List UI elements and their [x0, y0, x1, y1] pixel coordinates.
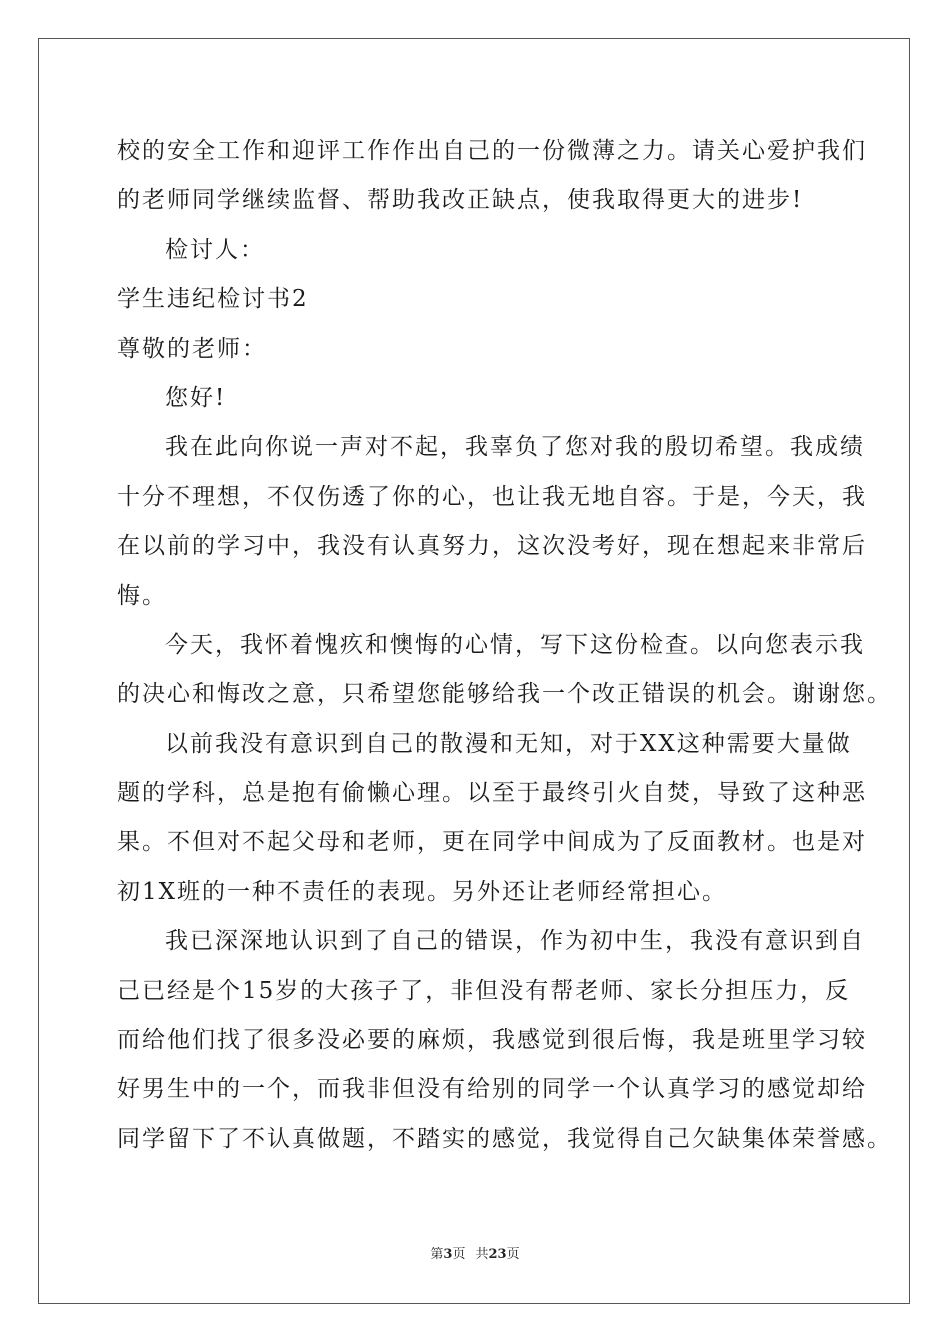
- total-suffix: 页: [506, 1247, 520, 1262]
- text-line: 初1X班的一种不责任的表现。另外还让老师经常担心。: [117, 878, 728, 905]
- text-line: 十分不理想，不仅伤透了你的心，也让我无地自容。于是，今天，我: [117, 483, 867, 510]
- section-title: 学生违纪检讨书2: [117, 286, 309, 313]
- text-line: 果。不但对不起父母和老师，更在同学中间成为了反面教材。也是对: [117, 829, 867, 856]
- text-line: 今天，我怀着愧疚和懊悔的心情，写下这份检查。以向您表示我: [165, 631, 865, 658]
- signature-label: 检讨人：: [165, 236, 265, 263]
- page-footer: [0, 1245, 950, 1265]
- text-line: 在以前的学习中，我没有认真努力，这次没考好，现在想起来非常后: [117, 533, 867, 560]
- text-line: 的老师同学继续监督、帮助我改正缺点，使我取得更大的进步!: [117, 187, 804, 214]
- text-line: 我已深深地认识到了自己的错误，作为初中生，我没有意识到自: [165, 928, 865, 955]
- text-line: 以前我没有意识到自己的散漫和无知，对于XX这种需要大量做: [165, 730, 852, 757]
- text-line: 好男生中的一个，而我非但没有给别的同学一个认真学习的感觉却给: [117, 1076, 867, 1103]
- text-line: 校的安全工作和迎评工作作出自己的一份微薄之力。请关心爱护我们: [117, 138, 867, 164]
- page-prefix: 第: [430, 1247, 444, 1262]
- total-prefix: 共: [475, 1247, 489, 1262]
- page-number: 3: [443, 1247, 453, 1262]
- text-line: 题的学科，总是抱有偷懒心理。以至于最终引火自焚，导致了这种恶: [117, 780, 867, 807]
- text-line: 悔。: [117, 582, 167, 609]
- text-line: 同学留下了不认真做题，不踏实的感觉，我觉得自己欠缺集体荣誉感。: [117, 1125, 892, 1152]
- total-pages: 23: [488, 1247, 507, 1262]
- document-body: [117, 127, 892, 1164]
- greeting: 您好!: [165, 384, 227, 411]
- text-line: 的决心和悔改之意，只希望您能够给我一个改正错误的机会。谢谢您。: [117, 681, 892, 708]
- salutation: 尊敬的老师：: [117, 335, 267, 362]
- text-line: 我在此向你说一声对不起，我辜负了您对我的殷切希望。我成绩: [165, 434, 865, 461]
- text-line: 己已经是个15岁的大孩子了，非但没有帮老师、家长分担压力，反: [117, 977, 851, 1004]
- text-line: 而给他们找了很多没必要的麻烦，我感觉到很后悔，我是班里学习较: [117, 1027, 867, 1054]
- page-suffix: 页: [452, 1247, 466, 1262]
